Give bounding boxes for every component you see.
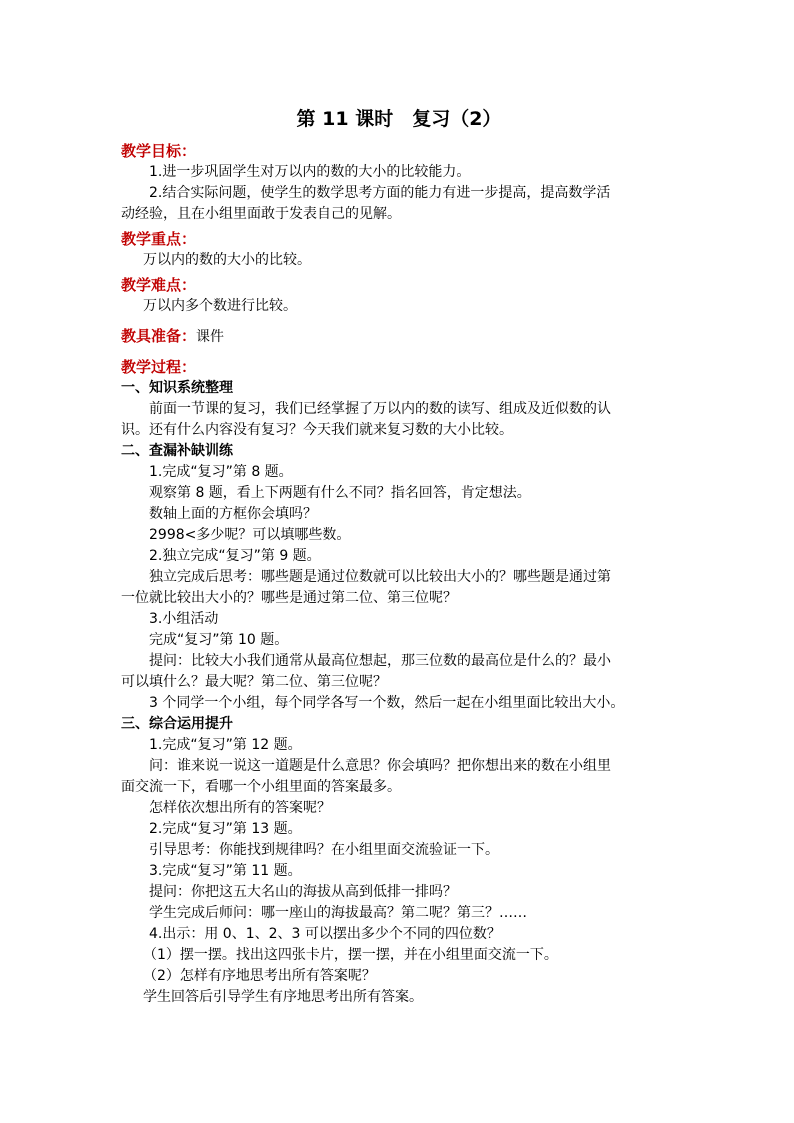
section-3-line: 学生回答后引导学生有序地思考出所有答案。 xyxy=(143,989,423,1005)
tools-text: 课件 xyxy=(196,329,225,345)
section-1-title: 一、知识系统整理 xyxy=(121,380,233,396)
section-2-line: 3.小组活动 xyxy=(149,611,219,627)
difficulties-text: 万以内多个数进行比较。 xyxy=(143,298,297,314)
section-3-title: 三、综合运用提升 xyxy=(121,716,233,732)
section-2-title: 二、查漏补缺训练 xyxy=(121,443,233,459)
section-1-line: 前面一节课的复习，我们已经掌握了万以内的数的读写、组成及近似数的认 xyxy=(149,401,611,417)
section-3-line: （1）摆一摆。找出这四张卡片，摆一摆，并在小组里面交流一下。 xyxy=(143,947,558,963)
tools-heading: 教具准备： xyxy=(121,327,197,345)
objective-2: 2.结合实际问题，使学生的数学思考方面的能力有进一步提高，提高数学活 xyxy=(149,185,611,201)
section-3-line: 2.完成“复习”第 13 题。 xyxy=(149,821,302,837)
section-3-line: 怎样依次想出所有的答案呢？ xyxy=(149,800,331,816)
section-3-line: 3.完成“复习”第 11 题。 xyxy=(149,863,302,879)
tools-line xyxy=(121,325,677,348)
section-2-line: 3 个同学一个小组，每个同学各写一个数，然后一起在小组里面比较出大小。 xyxy=(149,695,625,711)
section-2-line: 1.完成“复习”第 8 题。 xyxy=(149,464,293,480)
section-2-line: 2.独立完成“复习”第 9 题。 xyxy=(149,548,321,564)
objective-2-cont: 动经验，且在小组里面敢于发表自己的见解。 xyxy=(121,206,401,222)
section-3-line: 4.出示：用 0、1、2、3 可以摆出多少个不同的四位数？ xyxy=(149,926,501,942)
section-2-line: 数轴上面的方框你会填吗？ xyxy=(149,506,317,522)
objective-1: 1.进一步巩固学生对万以内的数的大小的比较能力。 xyxy=(149,164,471,180)
section-2-line: 可以填什么？最大呢？第二位、第三位呢？ xyxy=(121,674,387,690)
difficulties-heading: 教学难点： xyxy=(121,276,197,294)
section-3-line: 引导思考：你能找到规律吗？在小组里面交流验证一下。 xyxy=(149,842,499,858)
key-points-text: 万以内的数的大小的比较。 xyxy=(143,252,311,268)
section-3-line: （2）怎样有序地思考出所有答案呢？ xyxy=(143,968,376,984)
section-2-line: 2998<多少呢？可以填哪些数。 xyxy=(149,527,351,543)
section-3-line: 问：谁来说一说这一道题是什么意思？你会填吗？把你想出来的数在小组里 xyxy=(149,758,611,774)
section-2-line: 独立完成后思考：哪些题是通过位数就可以比较出大小的？哪些题是通过第 xyxy=(149,569,611,585)
section-2-line: 一位就比较出大小的？哪些是通过第二位、第三位呢？ xyxy=(121,590,457,606)
section-3-line: 学生完成后师问：哪一座山的海拔最高？第二呢？第三？…… xyxy=(149,905,527,921)
section-3-line: 1.完成“复习”第 12 题。 xyxy=(149,737,302,753)
section-3-line: 面交流一下，看哪一个小组里面的答案最多。 xyxy=(121,779,401,795)
objectives-heading: 教学目标： xyxy=(121,142,197,160)
section-2-line: 完成“复习”第 10 题。 xyxy=(149,632,289,648)
document-page xyxy=(121,106,677,1008)
key-points-heading: 教学重点： xyxy=(121,230,197,248)
process-heading: 教学过程： xyxy=(121,358,197,376)
section-2-line: 观察第 8 题，看上下两题有什么不同？指名回答，肯定想法。 xyxy=(149,485,531,501)
lesson-title: 第 11 课时 复习（2） xyxy=(296,108,502,130)
section-2-line: 提问：比较大小我们通常从最高位想起，那三位数的最高位是什么的？最小 xyxy=(149,653,611,669)
section-3-line: 提问：你把这五大名山的海拔从高到低排一排吗？ xyxy=(149,884,457,900)
section-1-line: 识。还有什么内容没有复习？今天我们就来复习数的大小比较。 xyxy=(121,422,513,438)
